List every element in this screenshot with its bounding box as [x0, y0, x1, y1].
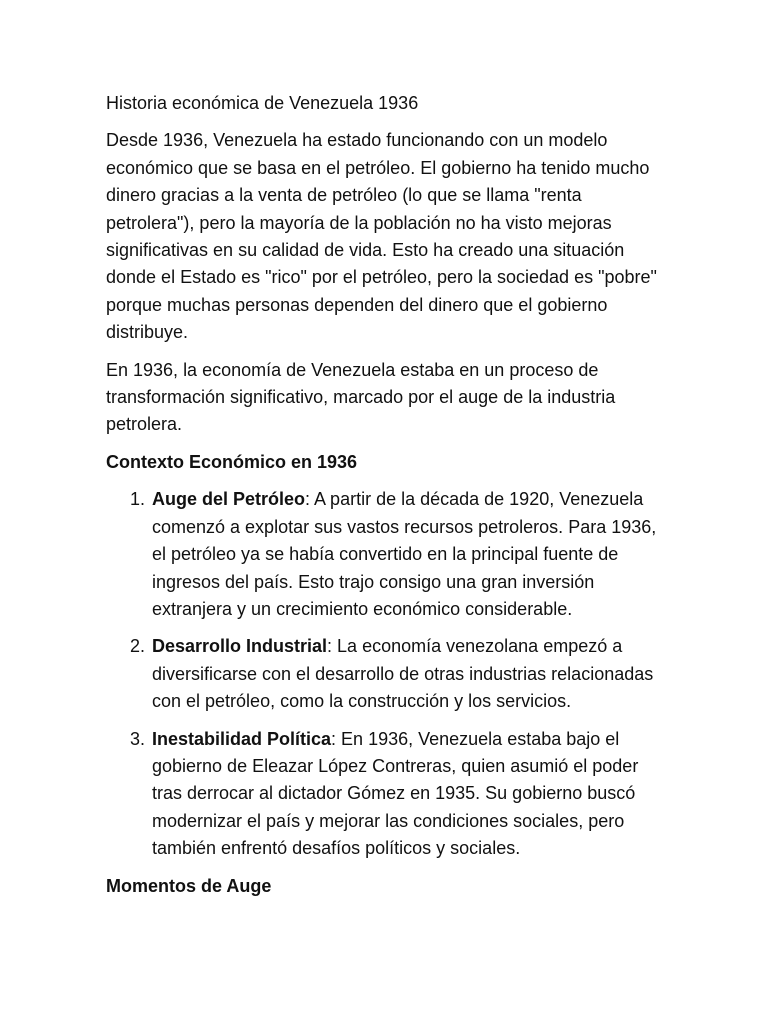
- list-item-text: : La economía venezolana empezó a diversificarse con el desarrollo de otras industrias relacionadas con el petróleo, como la construcción y los servicios.: [152, 636, 654, 712]
- context-paragraph: En 1936, la economía de Venezuela estaba en un proceso de transformación significativo, marcado por el auge de la industria petrolera.: [106, 359, 616, 435]
- list-item-term: Inestabilidad Política: [152, 728, 332, 749]
- list-item: [106, 726, 666, 863]
- list-item-text: : A partir de la década de 1920, Venezuela comenzó a explotar sus vastos recursos petroleros. Para 1936, el petróleo ya se había convertido en la principal fuente de ingresos del país. Esto trajo consigo una gran inversión extranjera y un crecimiento económico considerable.: [152, 489, 657, 619]
- list-item: [106, 486, 666, 623]
- list-item-number: 3.: [130, 728, 146, 749]
- list-item-term: Desarrollo Industrial: [152, 636, 328, 657]
- section-heading-boom: Momentos de Auge: [106, 875, 272, 896]
- list-item-number: 1.: [130, 489, 146, 510]
- document-page: [106, 90, 666, 910]
- section-heading-context: Contexto Económico en 1936: [106, 451, 358, 472]
- list-item-term: Auge del Petróleo: [152, 489, 306, 510]
- list-item-text: : En 1936, Venezuela estaba bajo el gobierno de Eleazar López Contreras, quien asumió el poder tras derrocar al dictador Gómez en 1935. Su gobierno buscó modernizar el país y mejorar las condiciones sociales, pero también enfrentó desafíos políticos y sociales.: [152, 728, 639, 859]
- numbered-list: [106, 486, 666, 862]
- list-item: [106, 633, 666, 715]
- document-title: Historia económica de Venezuela 1936: [106, 93, 419, 113]
- intro-paragraph: Desde 1936, Venezuela ha estado funcionando con un modelo económico que se basa en el petróleo. El gobierno ha tenido mucho dinero gracias a la venta de petróleo (lo que se llama "renta petrolera"), pero la mayoría de la población no ha visto mejoras significativas en su calidad de vida. Esto ha creado una situación donde el Estado es "rico" por el petróleo, pero la sociedad es "pobre" porque muchas personas dependen del dinero que el gobierno distribuye.: [106, 130, 657, 343]
- list-item-number: 2.: [130, 636, 146, 657]
